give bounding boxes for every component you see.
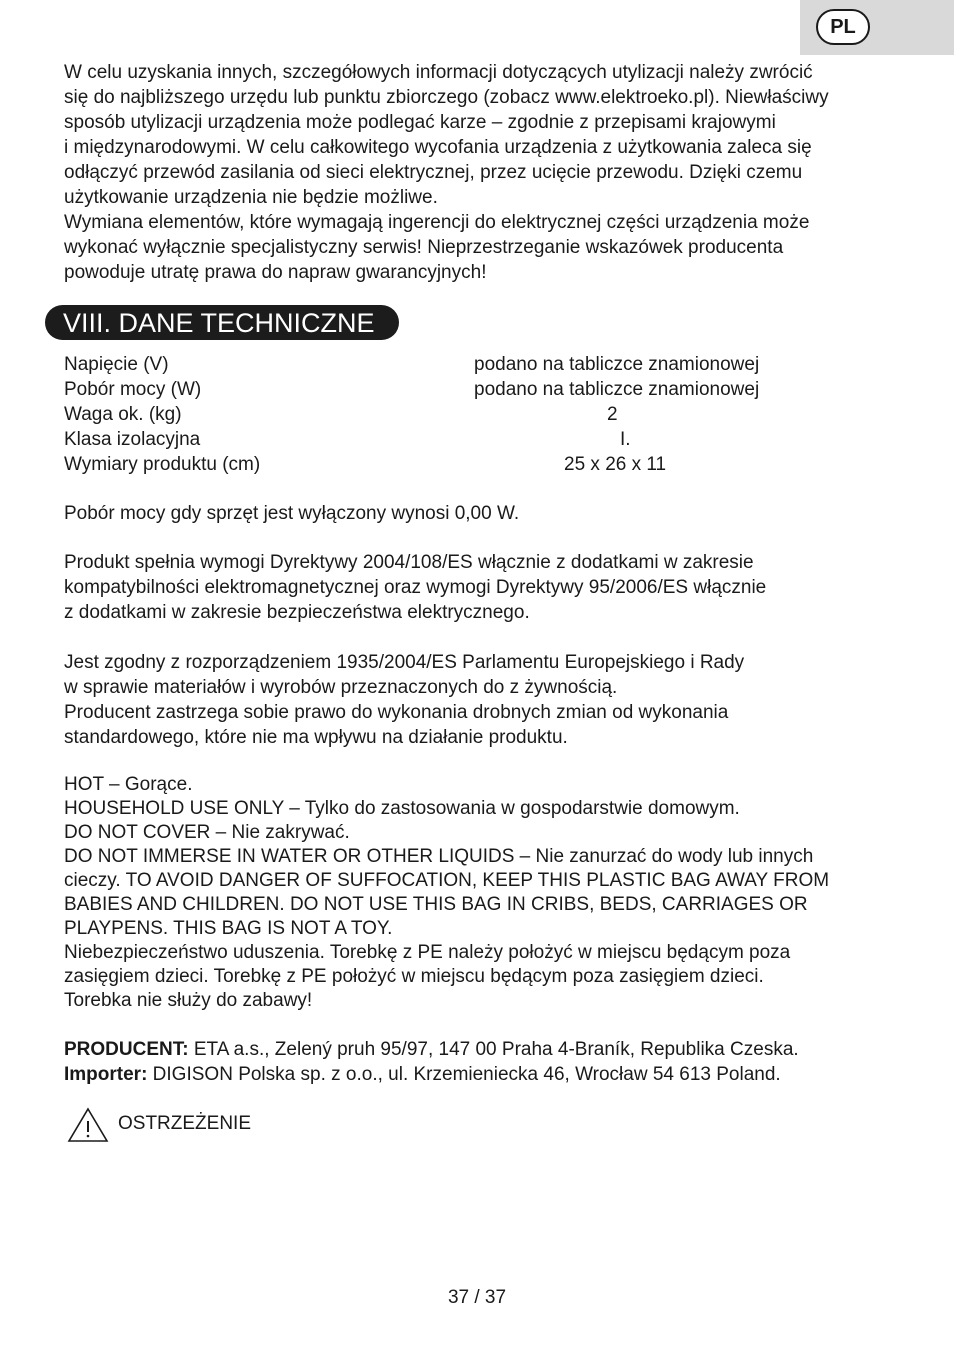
spec-label: Wymiary produktu (cm) [64, 454, 261, 475]
regulation-paragraph: Jest zgodny z rozporządzeniem 1935/2004/ES Parlamentu Europejskiego i Rady w sprawie materiałów i wyrobów przeznaczonych do z żywnością. Producent zastrzega sobie prawo do wykonania drobnych zmian od wykonania standardowego, które nie ma wpływu na działanie produktu. [64, 652, 745, 748]
importer-text: DIGISON Polska sp. z o.o., ul. Krzemieniecka 46, Wrocław 54 613 Poland. [147, 1064, 781, 1085]
section-heading: VIII. DANE TECHNICZNE [45, 305, 399, 340]
importer-line [64, 1062, 894, 1087]
spec-label: Napięcie (V) [64, 354, 169, 375]
spec-value: 2 [607, 404, 618, 425]
language-tab [800, 0, 954, 55]
producer-label: PRODUCENT: [64, 1039, 189, 1060]
spec-row [64, 452, 864, 477]
producer-text: ETA a.s., Zelený pruh 95/97, 147 00 Praha 4-Braník, Republika Czeska. [188, 1039, 799, 1060]
language-badge: PL [816, 9, 870, 45]
directive-paragraph: Produkt spełnia wymogi Dyrektywy 2004/108/ES włącznie z dodatkami w zakresie kompatybilności elektromagnetycznej oraz wymogi Dyrektywy 95/2006/ES włącznie z dodatkami w zakresie bezpieczeństwa elektrycznego. [64, 552, 767, 623]
spec-value: I. [620, 429, 631, 450]
spec-label: Pobór mocy (W) [64, 379, 202, 400]
standby-power-text: Pobór mocy gdy sprzęt jest wyłączony wynosi 0,00 W. [64, 503, 520, 524]
warning-row [66, 1106, 366, 1146]
spec-row [64, 352, 864, 377]
page-number: 37 / 37 [447, 1287, 507, 1308]
spec-row [64, 377, 864, 402]
warning-triangle-icon [66, 1106, 110, 1144]
warnings-paragraph: HOT – Gorące. HOUSEHOLD USE ONLY – Tylko do zastosowania w gospodarstwie domowym. DO NOT COVER – Nie zakrywać. DO NOT IMMERSE IN WATER OR OTHER LIQUIDS – Nie zanurzać do wody lub innych cieczy. TO AVOID DANGER OF SUFFOCATION, KEEP THIS PLASTIC BAG AWAY FROM BABIES AND CHILDREN. DO NOT USE THIS BAG IN CRIBS, BEDS, CARRIAGES OR PLAYPENS. THIS BAG IS NOT A TOY. Niebezpieczeństwo uduszenia. Torebkę z PE należy położyć w miejscu będącym poza zasięgiem dzieci. Torebkę z PE położyć w miejscu będącym poza zasięgiem dzieci. Torebka nie służy do zabawy! [64, 774, 830, 1011]
producer-line [64, 1037, 894, 1062]
spec-label: Waga ok. (kg) [64, 404, 182, 425]
importer-label: Importer: [64, 1064, 148, 1085]
spec-row [64, 402, 864, 427]
spec-row [64, 427, 864, 452]
spec-label: Klasa izolacyjna [64, 429, 201, 450]
spec-value: 25 x 26 x 11 [564, 454, 667, 475]
spec-value: podano na tabliczce znamionowej [474, 354, 760, 375]
warning-label: OSTRZEŻENIE [118, 1113, 252, 1134]
disposal-paragraph: W celu uzyskania innych, szczegółowych informacji dotyczących utylizacji należy zwrócić się do najbliższego urzędu lub punktu zbiorczego (zobacz www.elektroeko.pl). Niewłaściwy sposób utylizacji urządzenia może podlegać karze – zgodnie z przepisami krajowymi i międzynarodowymi. W celu całkowitego wycofania urządzenia z użytkowania zaleca się odłączyć przewód zasilania od sieci elektrycznej, przez ucięcie przewodu. Dzięki czemu użytkowanie urządzenia nie będzie możliwe. Wymiana elementów, które wymagają ingerencji do elektrycznej części urządzenia może wykonać wyłącznie specjalistyczny serwis! Nieprzestrzeganie wskazówek producenta powoduje utratę prawa do napraw gwarancyjnych! [64, 62, 829, 283]
spec-value: podano na tabliczce znamionowej [474, 379, 760, 400]
